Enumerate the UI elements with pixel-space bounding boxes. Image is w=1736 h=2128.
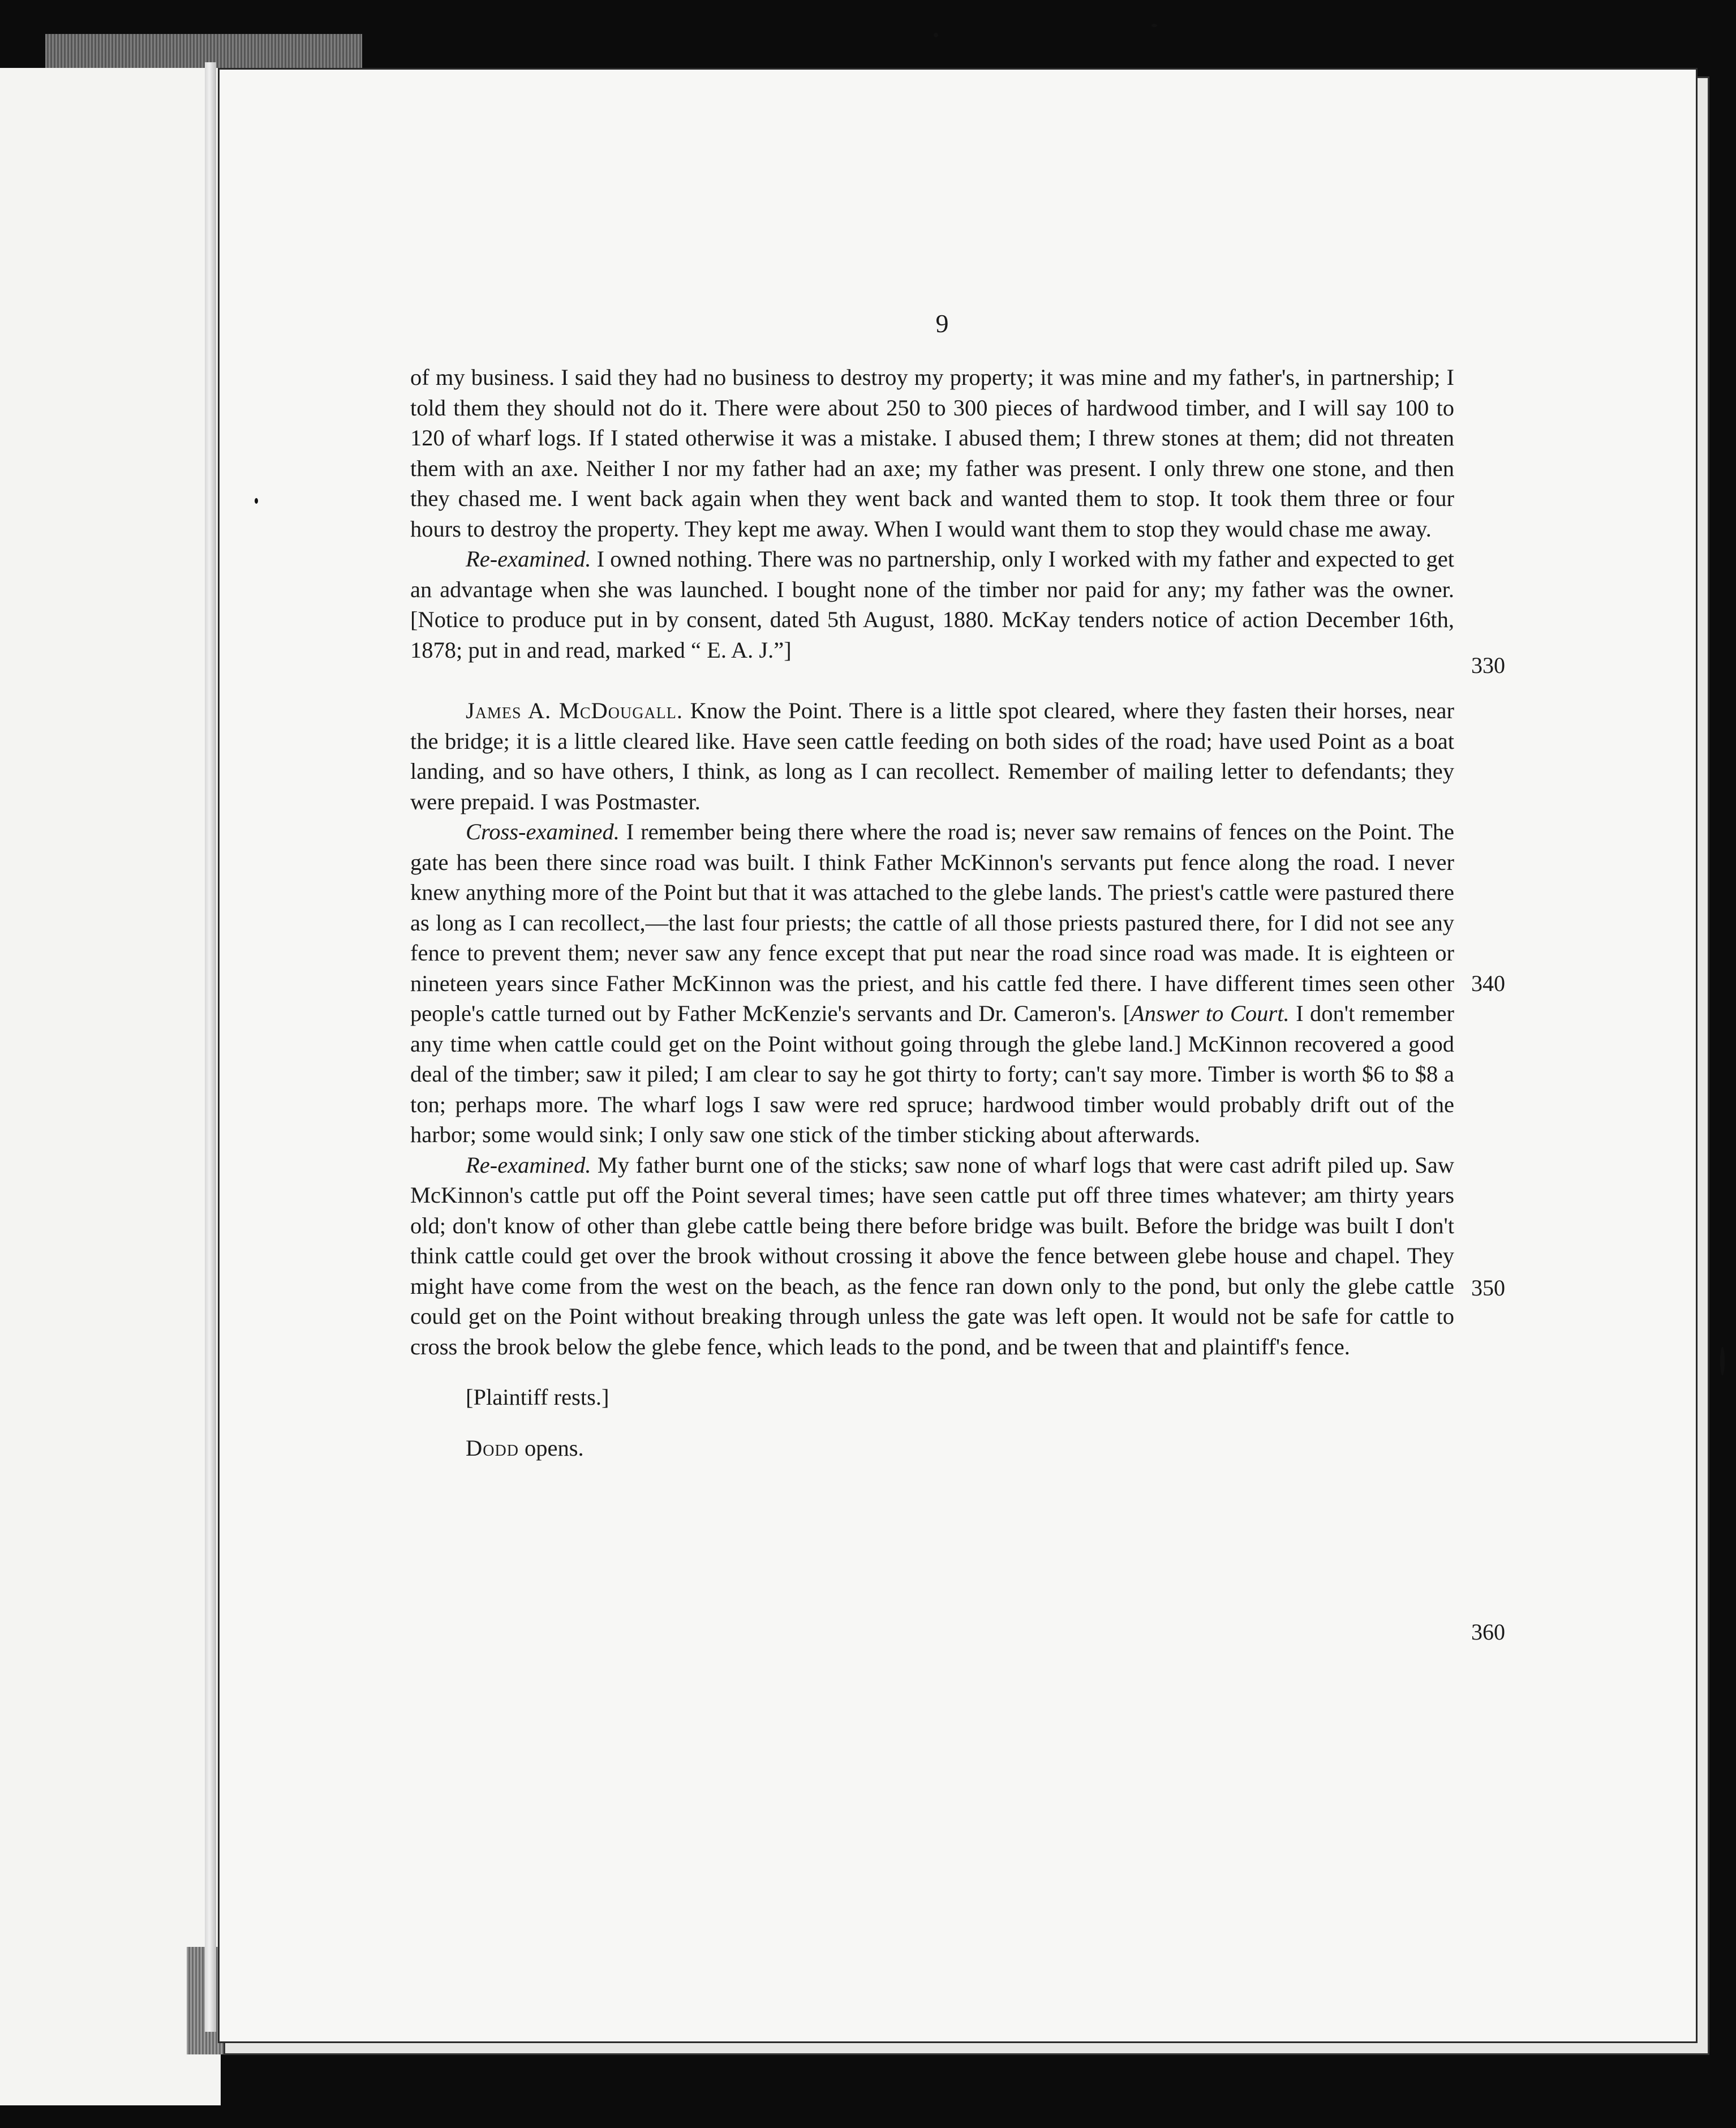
re-examined-label-2: Re-examined. [466, 1152, 591, 1178]
dodd-name: Dodd [466, 1435, 519, 1461]
paragraph-cross-examined [410, 817, 1454, 1150]
re-examined-label: Re-examined. [466, 546, 591, 572]
witness-name: James A. McDougall. [466, 698, 683, 723]
paragraph-witness [410, 696, 1454, 817]
cross-examined-text-a: I remember being there where the road is; never saw remains of fences on the Point. The gate has been there since road was built. I think Father McKinnon's servants put fence along the road. I never knew anything more of the Point but that it was attached to the glebe lands. The priest's cattle were pastured there as long as I can recollect,—the last four priests; the cattle of all those priests pastured there, for I did not see any fence to prevent them; never saw any fence except that put near the road since road was made. It is eighteen or nineteen years since Father McKinnon was the priest, and his cattle fed there. I have different times seen other people's cattle turned out by Father McKenzie's servants and Dr. Cameron's. [ [410, 819, 1455, 1026]
plaintiff-rests: [Plaintiff rests.] [466, 1384, 609, 1410]
line-number-340: 340 [1471, 971, 1505, 996]
facing-page [0, 68, 221, 2105]
cross-examined-text-b: I don't remember any time when cattle could get on the Point without going through the glebe land.] McKinnon recovered a good deal of the timber; saw it piled; I am clear to say he got thirty to forty; can't say more. Timber is worth $6 to $8 a ton; perhaps more. The wharf logs I saw were red spruce; hardwood timber would probably drift out of the harbor; some would sink; I only saw one stick of the timber sticking about afterwards. [410, 1001, 1455, 1147]
book-spine [205, 62, 216, 2032]
dodd-opens-text: opens. [518, 1435, 584, 1461]
binding-cloth-top [45, 34, 362, 68]
re-examined-text: I owned nothing. There was no partnership, only I worked with my father and expected to get an advantage when she was launched. I bought none of the timber nor paid for any; my father was the owner. [Notice to produce put in by consent, dated 5th August, 1880. McKay tenders notice of action December 16th, 1878; put in and read, marked “ E. A. J.”] [410, 546, 1454, 663]
scan-speck [934, 33, 938, 37]
line-number-360: 360 [1471, 1619, 1505, 1645]
scan-speck [1151, 24, 1157, 27]
answer-to-court-label: Answer to Court. [1130, 1001, 1290, 1026]
re-examined-text-2: My father burnt one of the sticks; saw none of wharf logs that were cast adrift piled up. Saw McKinnon's cattle put off the Point several times; have seen cattle put off three times whatever; am thirty years old; don't know of other than glebe cattle being there before bridge was built. Before the bridge was built I don't think cattle could get over the brook without crossing it above the fence between glebe house and chapel. They might have come from the west on the beach, as the fence ran down only to the pond, but only the glebe cattle could get on the Point without breaking through unless the gate was left open. It would not be safe for cattle to cross the brook below the glebe fence, which leads to the pond, and be tween that and plaintiff's fence. [410, 1152, 1455, 1359]
page-number: 9 [935, 309, 949, 338]
paragraph-re-examined [410, 544, 1454, 665]
section-gap [410, 665, 1454, 696]
scan-speck [255, 498, 258, 504]
witness-text: Know the Point. There is a little spot cleared, where they fasten their horses, near the bridge; it is a little cleared like. Have seen cattle feeding on both sides of the road; have used Point as a boat landing, and so have others, I think, as long as I can recollect. Remember of mailing letter to defendants; they were prepaid. I was Postmaster. [410, 698, 1455, 814]
line-number-330: 330 [1471, 653, 1505, 678]
paragraph-re-examined-2 [410, 1150, 1454, 1362]
line-number-350: 350 [1471, 1275, 1505, 1301]
cross-examined-label: Cross-examined. [466, 819, 620, 844]
dodd-opens [410, 1433, 1454, 1464]
testimony-text [410, 362, 1454, 1463]
paragraph-continuation: of my business. I said they had no business to destroy my property; it was mine and my father's, in partnership; I told them they should not do it. There were about 250 to 300 pieces of hardwood timber, and I will say 100 to 120 of wharf logs. If I stated otherwise it was a mistake. I abused them; I threw stones at them; did not threaten them with an axe. Neither I nor my father had an axe; my father was present. I only threw one stone, and then they chased me. I went back again when they went back and wanted them to stop. It took them three or four hours to destroy the property. They kept me away. When I would want them to stop they would chase me away. [410, 364, 1454, 542]
scan-speck [1720, 1347, 1725, 1375]
